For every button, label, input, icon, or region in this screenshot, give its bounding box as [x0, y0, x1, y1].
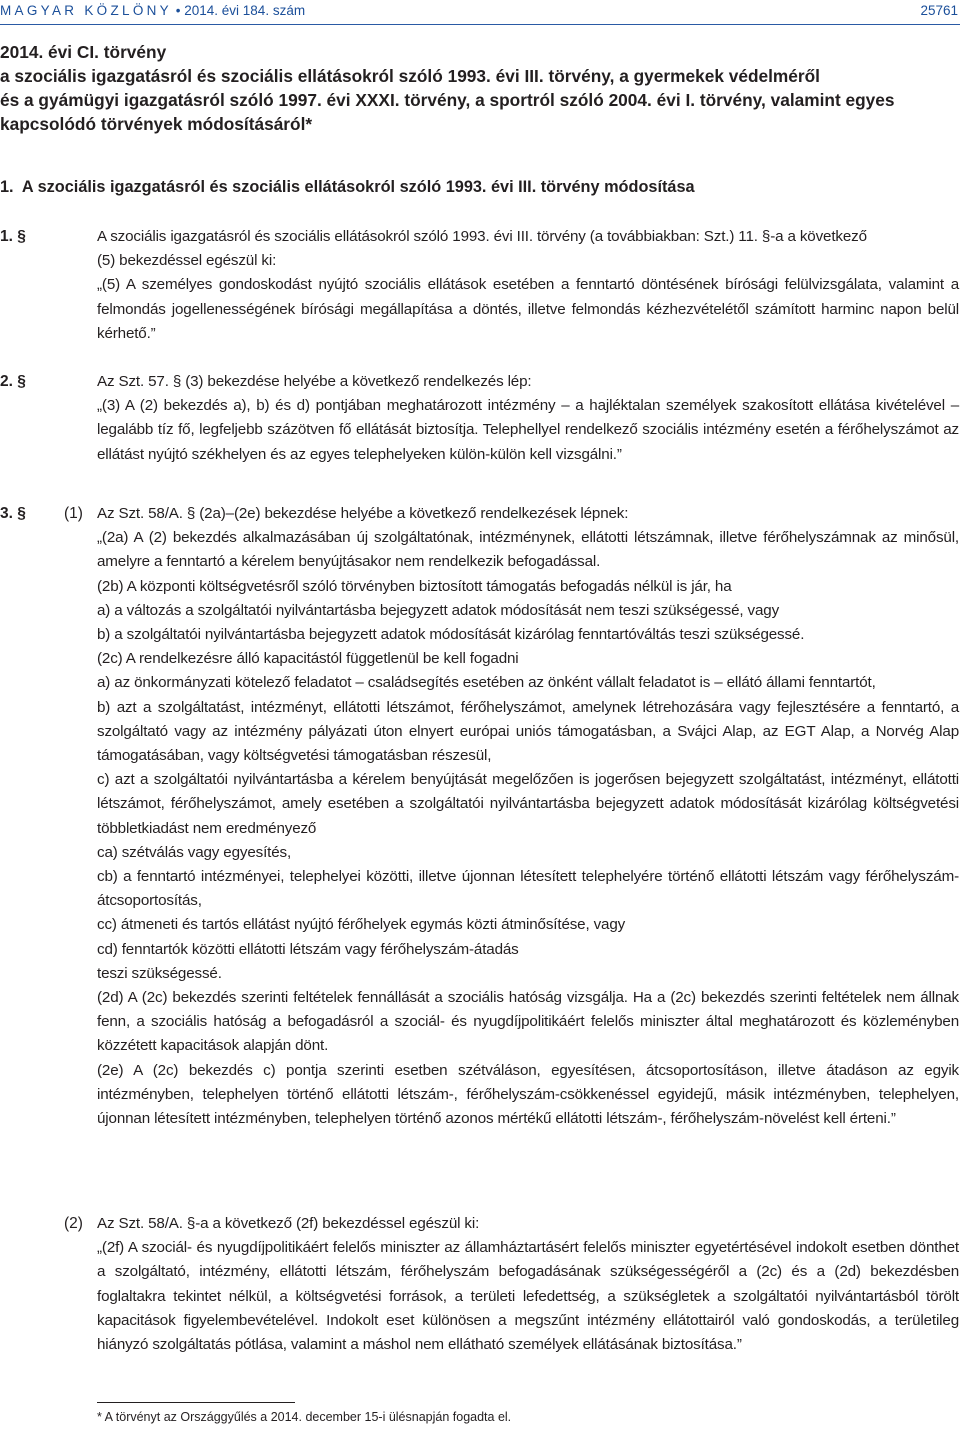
page-number: 25761: [920, 3, 958, 18]
paragraph-number: 1. §: [0, 228, 26, 245]
amendment-text: „(2f) A szociál- és nyugdíjpolitikáért felelős miniszter az államháztartásért felelős miniszter egyetértésével indokolt esetben dönthet a szolgáltató, intézmény, ellátotti létszám, férőhelyszám befogadásának szükségességéről a (2c) és a (2d) bekezdésben foglaltakra tekintet nélkül, a költségvetési források, a területi lefedettség, a szükségletek a szolgáltatói nyilvántartásból törölt kapacitások figyelembevételével. Indokolt eset különösen a megszűnt intézmény ellátottairól való gondoskodás, a területileg hiányzó szolgáltatás pótlása, valamint a máshol nem ellátható személyek ellátásának biztosítása.”: [97, 1239, 959, 1354]
act-title: [0, 40, 960, 136]
act-title-line: és a gyámügyi igazgatásról szóló 1997. évi XXXI. törvény, a sportról szóló 2004. évi I. törvény, valamint egyes: [0, 90, 895, 110]
subsection-number: (1): [64, 505, 83, 522]
paragraph-lead: A szociális igazgatásról és szociális ellátásokról szóló 1993. évi III. törvény (a továbbiakban: Szt.) 11. §-a a következő: [97, 228, 867, 245]
amendment-text: „(5) A személyes gondoskodást nyújtó szociális ellátások esetében a fenntartó döntésének bírósági felülvizsgálata, valamint a felmondás jogellenességének bírósági megállapítása a döntés, illetve felmondás kézhezvételétől számított harminc napon belül kérhető.”: [97, 276, 959, 342]
running-header: [0, 3, 960, 23]
amendment-text: a) az önkormányzati kötelező feladatot – családsegítés esetében az önként vállalt feladatot is – ellátó állami fenntartót,: [97, 674, 876, 692]
paragraph-3-1-text: [97, 502, 959, 1131]
paragraph-1-text: [97, 225, 959, 346]
amendment-text: b) azt a szolgáltatást, intézményt, ellátotti létszámot, férőhelyszámot, amelynek létrehozására vagy fejlesztésére a fenntartó, a szolgáltató vagy az intézmény pályázati úton elnyert európai uniós támogatásban, a Svájci Alap, az EGT Alap, a Norvég Alap támogatásában, vagy költségvetési támogatásban részesül,: [97, 698, 959, 765]
amendment-text: (2c) A rendelkezésre álló kapacitástól függetlenül be kell fogadni: [97, 650, 519, 668]
amendment-text: a) a változás a szolgáltatói nyilvántartásba bejegyzett adatok módosítását nem teszi szükségessé, vagy: [97, 601, 780, 619]
paragraph-line: Az Szt. 58/A. § (2a)–(2e) bekezdése helyébe a következő rendelkezések lépnek:: [97, 505, 629, 522]
amendment-text: teszi szükségessé.: [97, 964, 222, 982]
section-heading: [0, 176, 960, 198]
paragraph-line: Az Szt. 58/A. §-a a következő (2f) bekezdéssel egészül ki:: [97, 1215, 480, 1232]
amendment-text: cb) a fenntartó intézményei, telephelyei közötti, illetve újonnan létesített telephelyére történő ellátotti létszám vagy férőhelyszám-átcsoportosítás,: [97, 868, 959, 910]
paragraph-3-2-text: [97, 1212, 959, 1357]
amendment-text: „(2a) A (2) bekezdés alkalmazásában új szolgáltatónak, intézménynek, ellátotti létszámnak, illetve férőhelyszámnak az minősül, amelyre a fenntartó a kérelem benyújtásakor nem rendelkezik befogadással.: [97, 529, 959, 571]
amendment-text: b) a szolgáltatói nyilvántartásba bejegyzett adatok módosítását kizárólag fenntartóváltás teszi szükségessé.: [97, 626, 805, 644]
subsection-number: (2): [64, 1215, 83, 1232]
paragraph-line: Az Szt. 57. § (3) bekezdése helyébe a következő rendelkezés lép:: [97, 373, 532, 390]
paragraph-number: 3. §: [0, 505, 26, 522]
amendment-text: (2d) A (2c) bekezdés szerinti feltételek fennállását a szociális hatóság vizsgálja. Ha a (2c) bekezdés szerinti feltételek nem állnak fenn, a szociális hatóság a befogadásról a szociál- és nyugdíjpolitikáért felelős miniszter által meghatározott és közleményben közzétett kapacitások alapján dönt.: [97, 989, 959, 1055]
issue-number: 2014. évi 184. szám: [184, 3, 306, 18]
act-title-line: a szociális igazgatásról és szociális ellátásokról szóló 1993. évi III. törvény, a gyermekek védelméről: [0, 66, 820, 86]
amendment-text: ca) szétválás vagy egyesítés,: [97, 843, 292, 861]
amendment-text: c) azt a szolgáltatói nyilvántartásba a kérelem benyújtását megelőzően is jogerősen bejegyzett szolgáltatást, intézményt, ellátotti létszámot, férőhelyszámot, amely esetében a szolgáltatói nyilvántartásba bejegyzett adatok módosítását kizárólag költségvetési többletkiadást nem eredményező: [97, 771, 959, 837]
header-bullet: •: [175, 3, 181, 18]
paragraph-line: (5) bekezdéssel egészül ki:: [97, 252, 277, 270]
header-rule: [0, 24, 960, 25]
footnote-rule: [97, 1402, 295, 1403]
amendment-text: (2e) A (2c) bekezdés c) pontja szerinti esetben szétváláson, egyesítésen, átcsoportosításon, illetve átadáson az egyik intézményben, telephelyen történő ellátotti létszám-, férőhelyszám-csökkenéssel egyidejű, másik intézményben, telephelyen, újonnan létesített intézményben, telephelyen történő azonos mértékű ellátotti létszám-, férőhelyszám-növelést kell érteni.”: [97, 1061, 959, 1128]
section-heading-number: 1.: [0, 178, 14, 196]
amendment-text: cd) fenntartók közötti ellátotti létszám vagy férőhelyszám-átadás: [97, 940, 519, 958]
amendment-text: (2b) A központi költségvetésről szóló törvényben biztosított támogatás befogadás nélkül is jár, ha: [97, 577, 732, 595]
act-title-line: kapcsolódó törvények módosításáról*: [0, 114, 313, 134]
amendment-text: cc) átmeneti és tartós ellátást nyújtó férőhelyek egymás közti átminősítése, vagy: [97, 916, 626, 934]
act-title-line: 2014. évi CI. törvény: [0, 42, 167, 62]
paragraph-2-text: [97, 370, 959, 467]
footnote: * A törvényt az Országgyűlés a 2014. december 15-i ülésnapján fogadta el.: [97, 1410, 512, 1424]
journal-name: MAGYAR KÖZLÖNY: [0, 3, 172, 18]
section-heading-text: A szociális igazgatásról és szociális ellátásokról szóló 1993. évi III. törvény módosítása: [21, 178, 695, 196]
header-left: [0, 3, 305, 18]
amendment-text: „(3) A (2) bekezdés a), b) és d) pontjában meghatározott intézmény – a hajléktalan személyek szakosított ellátása kivételével – legalább tíz fő, legfeljebb százötven fő ellátását biztosítja. Telephellyel rendelkező szociális intézmény esetén a férőhelyszámot az ellátást nyújtó székhelyen és az egyes telephelyeken külön-külön kell vizsgálni.”: [97, 397, 959, 463]
paragraph-number: 2. §: [0, 373, 26, 390]
